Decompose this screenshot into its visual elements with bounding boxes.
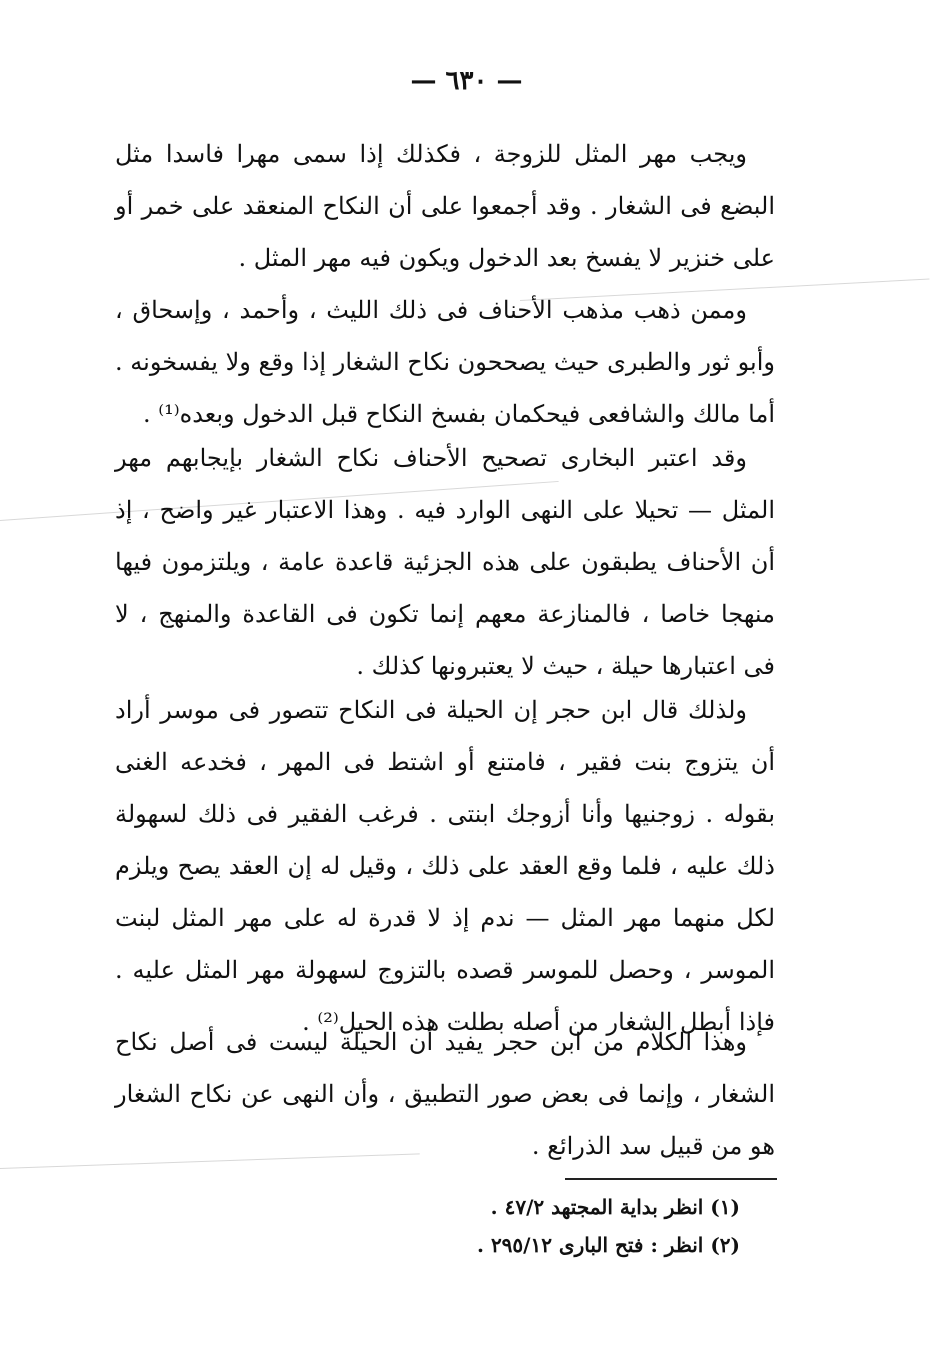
paragraph-text: ويجب مهر المثل للزوجة ، فكذلك إذا سمى مهرا فاسدا مثل البضع فى الشغار . وقد أجمعوا على أن النكاح المنعقد على خمر أو على خنزير لا يفسخ بعد الدخول ويكون فيه مهر المثل . <box>115 140 775 272</box>
paragraph-text: ولذلك قال ابن حجر إن الحيلة فى النكاح تتصور فى موسر أراد أن يتزوج بنت فقير ، فامتنع أو اشتط فى المهر ، فخدعه الغنى بقوله . زوجنيها وأنا أزوجك ابنتى . فرغب الفقير فى ذلك لسهولة ذلك عليه ، فلما وقع العقد على ذلك ، وقيل له إن العقد يصح ويلزم لكل منهما مهر المثل — ندم إذ لا قدرة له على مهر المثل لبنت الموسر ، وحصل للموسر قصده بالتزوج لسهولة مهر المثل عليه . فإذا أبطل الشغار من أصله بطلت هذه الحيل⁽²⁾ . <box>115 696 775 1036</box>
footnote-divider <box>565 1178 777 1180</box>
footnote-1: (١) انظر بداية المجتهد ٤٧/٢ . <box>490 1195 740 1219</box>
paragraph-text: وقد اعتبر البخارى تصحيح الأحناف نكاح الشغار بإيجابهم مهر المثل — تحيلا على النهى الوارد فيه . وهذا الاعتبار غير واضح ، إذ أن الأحناف يطبقون على هذه الجزئية قاعدة عامة ، ويلتزمون فيها منهجا خاصا ، فالمنازعة معهم إنما تكون فى القاعدة والمنهج ، لا فى اعتبارها حيلة ، حيث لا يعتبرونها كذلك . <box>115 444 776 680</box>
paragraph-2 <box>115 284 775 440</box>
paragraph-1 <box>115 128 775 284</box>
paragraph-text: وهذا الكلام من ابن حجر يفيد أن الحيلة ليست فى أصل نكاح الشغار ، وإنما فى بعض صور التطبيق ، وأن النهى عن نكاح الشغار هو من قبيل سد الذرائع . <box>115 1028 775 1160</box>
paragraph-3 <box>115 432 775 692</box>
paragraph-5 <box>115 1016 775 1172</box>
paragraph-text: وممن ذهب مذهب الأحناف فى ذلك الليث ، وأحمد ، وإسحاق ، وأبو ثور والطبرى حيث يصححون نكاح الشغار إذا وقع ولا يفسخونه . أما مالك والشافعى فيحكمان بفسخ النكاح قبل الدخول وبعده⁽¹⁾ . <box>115 296 775 428</box>
footnote-2: (٢) انظر : فتح البارى ٢٩٥/١٢ . <box>477 1233 740 1257</box>
page-number: — ٦٣٠ — <box>410 66 523 96</box>
paragraph-4 <box>115 684 775 1048</box>
footnotes <box>300 1188 740 1264</box>
